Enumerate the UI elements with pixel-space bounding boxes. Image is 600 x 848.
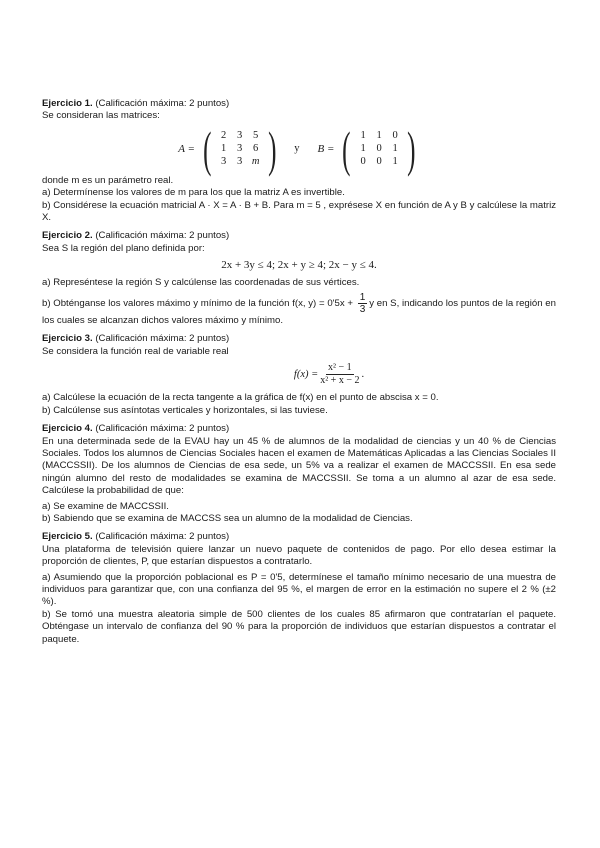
exercise-4-part-b: b) Sabiendo que se examina de MACCSS sea un alumno de la modalidad de Ciencias. (42, 512, 413, 524)
exercise-4-body: En una determinada sede de la EVAU hay un 45 % de alumnos de la modalidad de ciencias y un 40 % de Ciencias Sociales. Todos los alumnos de Ciencias Sociales hacen el examen de Matemáticas Aplicadas a las Ciencias Sociales II (MACCSSII). De los alumnos de Ciencias de esa sede, un 5% va a realizar el examen de MACCSSII. En esa sede ningún alumno del resto de modalidades se examina de MACCSSII. Se toma a un alumno al azar de esa sede. Calcúlese la probabilidad de que: (42, 435, 556, 497)
exercise-1-part-b: b) Considérese la ecuación matricial A · X = A · B + B. Para m = 5 , exprésese X en función de A y B y calcúlese la matriz X. (42, 199, 556, 224)
exercise-2-part-b-end: y en S, indicando los puntos de la región en los cuales se alcanzan dichos valores máximo y mínimo. (42, 298, 556, 327)
matrix-connector: y (294, 142, 300, 154)
exercise-1-part-a: a) Determínense los valores de m para los que la matriz A es invertible. (42, 187, 345, 199)
exercise-3-intro: Se considera la función real de variable real (42, 345, 229, 357)
matrix-a-cell: m (251, 156, 260, 168)
exercise-2-title: Ejercicio 2. (42, 230, 93, 242)
exercise-4-title: Ejercicio 4. (42, 423, 93, 435)
exercise-1-intro: Se consideran las matrices: (42, 110, 160, 122)
function-end: . (361, 368, 365, 380)
matrix-a-cell: 6 (252, 143, 259, 155)
matrix-a-left-paren: ( (203, 120, 212, 177)
exercise-2-part-b (42, 292, 556, 327)
exercise-2-header (42, 230, 556, 242)
exercise-3-part-b: b) Calcúlense sus asíntotas verticales y horizontales, si las tuviese. (42, 404, 328, 416)
function-definition (102, 362, 556, 387)
matrix-a-cell: 5 (252, 130, 259, 142)
matrix-a-cell: 2 (220, 130, 227, 142)
exercise-2-part-a: a) Represéntese la región S y calcúlense las coordenadas de sus vértices. (42, 276, 360, 288)
function-denominator: x² + x − 2 (320, 375, 360, 387)
exercise-1-header (42, 98, 556, 110)
exercise-3 (42, 333, 556, 417)
matrix-b-cell: 1 (392, 156, 398, 168)
matrix-b-cell: 1 (360, 143, 366, 155)
exercise-2 (42, 230, 556, 327)
matrix-b-cell: 0 (376, 143, 382, 155)
exam-page (42, 98, 556, 652)
exercise-1-title: Ejercicio 1. (42, 98, 93, 109)
matrix-b-cell: 0 (392, 130, 398, 142)
exercise-5-header (42, 531, 556, 543)
exercise-3-grade: (Calificación máxima: 2 puntos) (95, 333, 230, 345)
exercise-5-body: Una plataforma de televisión quiere lanzar un nuevo paquete de contenidos de pago. Por ello desea estimar la proporción de clientes, P, que estarían dispuestos a contratarlo. (42, 543, 556, 568)
exercise-4-part-a: a) Se examine de MACCSSII. (42, 500, 169, 512)
exercise-1-param: donde m es un parámetro real. (42, 174, 174, 186)
matrix-b-cell: 0 (376, 156, 382, 168)
exercise-3-title: Ejercicio 3. (42, 333, 93, 345)
fraction-one-third (358, 292, 368, 315)
matrix-b-cell: 1 (376, 130, 382, 142)
matrix-b-cell: 1 (360, 130, 366, 142)
exercise-1-grade: (Calificación máxima: 2 puntos) (95, 98, 230, 109)
exercise-2-grade: (Calificación máxima: 2 puntos) (95, 230, 230, 242)
matrix-a-cell: 3 (236, 156, 243, 168)
exercise-2-inequalities: 2x + 3y ≤ 4; 2x + y ≥ 4; 2x − y ≤ 4. (221, 259, 377, 272)
exercise-1 (42, 98, 556, 224)
matrices-block (42, 120, 556, 177)
exercise-5-part-a: a) Asumiendo que la proporción poblacional es P = 0'5, determínese el tamaño mínimo necesario de una muestra de individuos para garantizar que, con una confianza del 95 %, el margen de error en la estimación no supere el 2 % (±2 %). (42, 571, 556, 608)
function-fraction (320, 362, 359, 387)
matrix-a (216, 129, 264, 168)
exercise-5-title: Ejercicio 5. (42, 531, 93, 543)
exercise-4-header (42, 423, 556, 435)
exercise-3-header (42, 333, 556, 345)
exercise-5 (42, 531, 556, 646)
matrix-a-name: A = (178, 142, 195, 155)
fraction-numerator: 1 (359, 292, 366, 304)
exercise-4 (42, 423, 556, 525)
exercise-5-grade: (Calificación máxima: 2 puntos) (95, 531, 230, 543)
matrix-a-cell: 1 (220, 143, 227, 155)
exercise-4-grade: (Calificación máxima: 2 puntos) (95, 423, 230, 435)
matrix-a-cell: 3 (236, 130, 243, 142)
matrix-b-left-paren: ( (342, 120, 351, 177)
matrix-a-cell: 3 (220, 156, 227, 168)
fraction-denominator: 3 (359, 304, 366, 316)
function-lhs: f(x) = (293, 368, 319, 380)
matrix-a-right-paren: ) (267, 120, 277, 177)
matrix-b-cell: 1 (392, 143, 398, 155)
function-numerator: x² − 1 (328, 362, 352, 374)
exercise-5-part-b: b) Se tomó una muestra aleatoria simple de 500 clientes de los cuales 85 afirmaron que contratarían el paquete. Obténgase un intervalo de confianza del 90 % para la proporción de individuos que estarían dispuestos a contratar el paquete. (42, 608, 556, 645)
matrix-b (355, 129, 403, 168)
exercise-3-part-a: a) Calcúlese la ecuación de la recta tangente a la gráfica de f(x) en el punto de abscisa x = 0. (42, 392, 439, 404)
matrix-b-cell: 0 (360, 156, 366, 168)
exercise-2-part-b-start: b) Obténganse los valores máximo y mínimo de la función f(x, y) = 0'5x + (42, 298, 353, 310)
matrix-b-right-paren: ) (407, 120, 416, 177)
exercise-2-intro: Sea S la región del plano definida por: (42, 242, 205, 254)
matrix-a-cell: 3 (236, 143, 243, 155)
matrix-b-name: B = (317, 142, 335, 155)
